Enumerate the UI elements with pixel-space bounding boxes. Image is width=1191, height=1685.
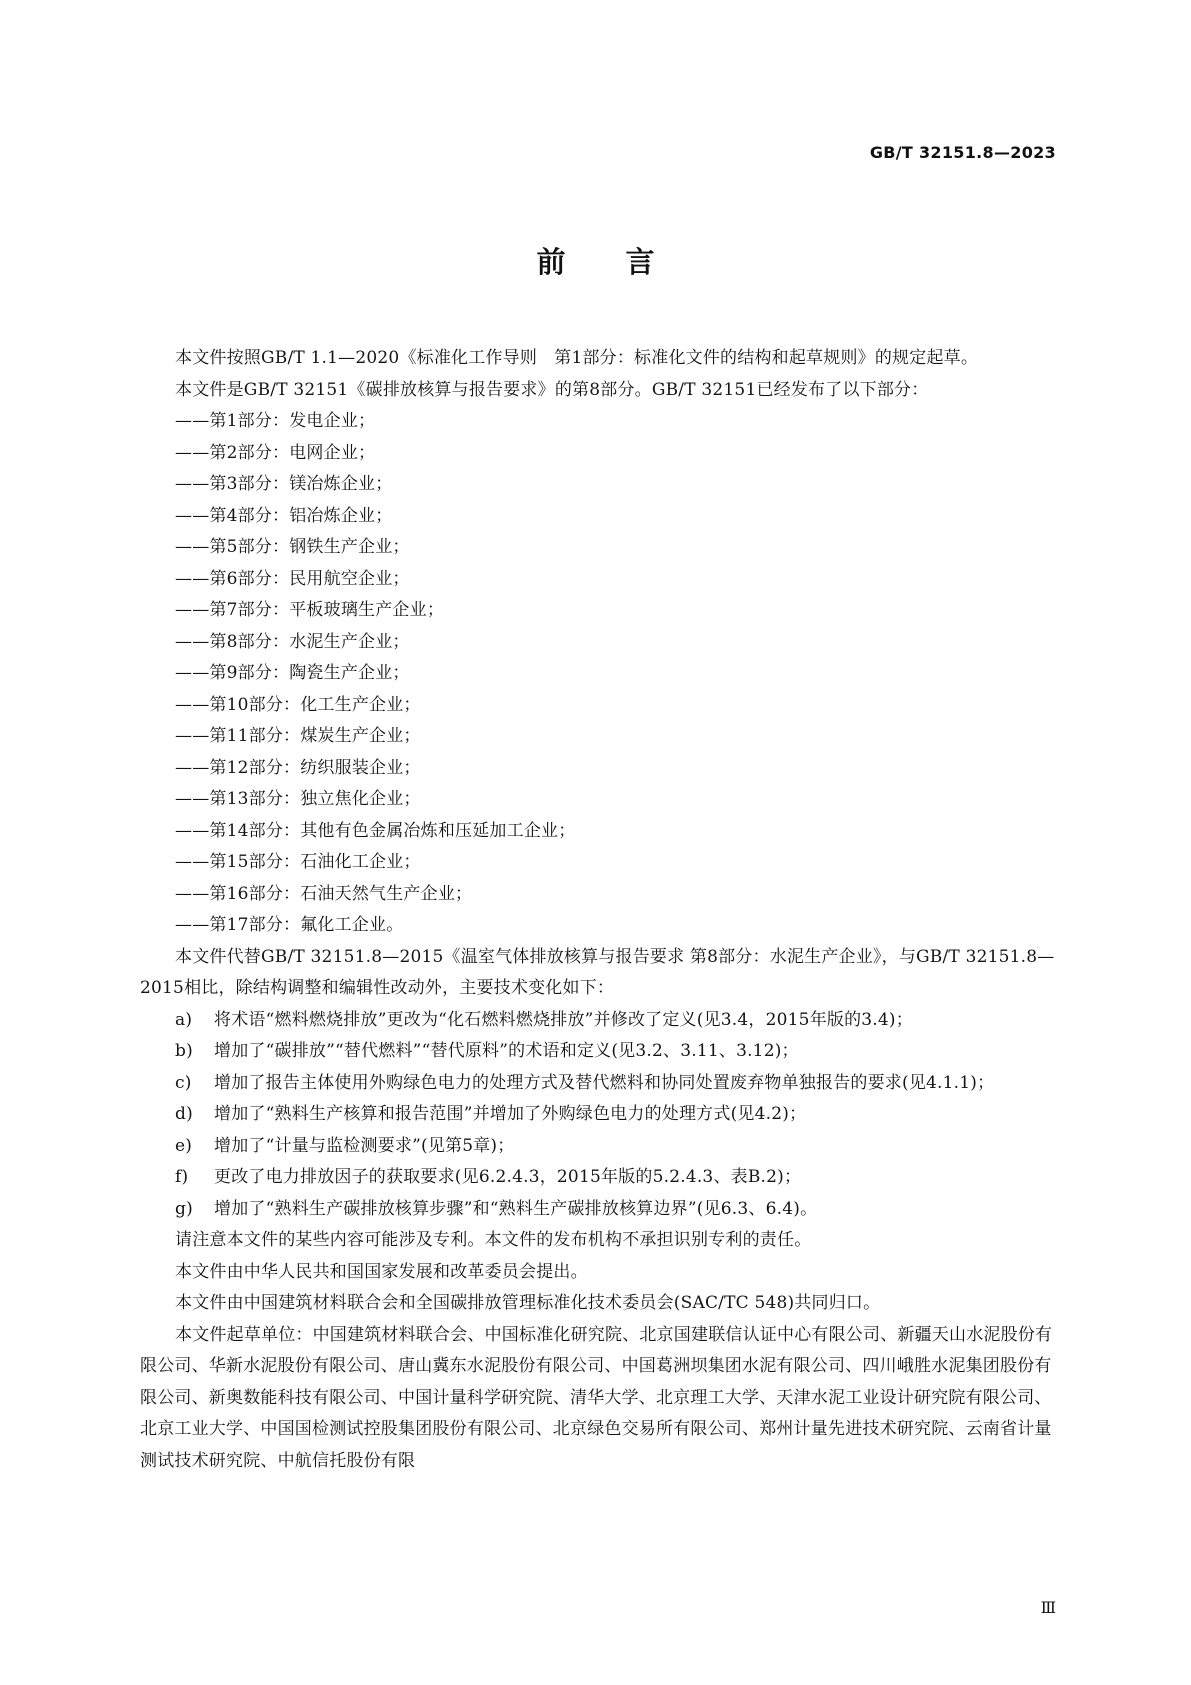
change-label: b): [175, 1041, 193, 1061]
change-item: [140, 1005, 1056, 1037]
list-item: ——第4部分：铝冶炼企业；: [175, 505, 393, 526]
standard-number: GB/T 32151.8—2023: [869, 143, 1056, 162]
change-text: 增加了“熟料生产核算和报告范围”并增加了外购绿色电力的处理方式(见4.2)；: [214, 1104, 807, 1124]
list-item: ——第11部分：煤炭生产企业；: [175, 726, 421, 746]
list-item: ——第16部分：石油天然气生产企业；: [175, 883, 473, 904]
change-text: 增加了报告主体使用外购绿色电力的处理方式及替代燃料和协同处置废弃物单独报告的要求(见4.1.1)；: [214, 1072, 995, 1093]
change-text: 将术语“燃料燃烧排放”更改为“化石燃料燃烧排放”并修改了定义(见3.4，2015年版的3.4)；: [214, 1009, 913, 1030]
paragraph-drafting-rules: 本文件按照GB/T 1.1—2020《标准化工作导则 第1部分：标准化文件的结构和起草规则》的规定起草。: [175, 348, 979, 368]
change-item: [140, 1131, 1056, 1163]
change-text: 增加了“计量与监检测要求”(见第5章)；: [214, 1135, 515, 1156]
change-text: 增加了“熟料生产碳排放核算步骤”和“熟料生产碳排放核算边界”(见6.3、6.4)。: [214, 1198, 818, 1219]
change-item: [140, 1162, 1056, 1194]
list-item: ——第17部分：氟化工企业。: [175, 915, 404, 935]
list-item: ——第6部分：民用航空企业；: [175, 568, 410, 589]
list-item: ——第10部分：化工生产企业；: [175, 694, 421, 715]
change-label: d): [175, 1104, 193, 1124]
change-text: 增加了“碳排放”“替代燃料”“替代原料”的术语和定义(见3.2、3.11、3.12)；: [214, 1041, 799, 1061]
list-item: ——第14部分：其他有色金属冶炼和压延加工企业；: [175, 820, 576, 841]
paragraph-proposed-by: 本文件由中华人民共和国国家发展和改革委员会提出。: [175, 1261, 588, 1282]
list-item: ——第2部分：电网企业；: [175, 442, 376, 463]
change-item: [140, 1099, 1056, 1131]
change-label: e): [175, 1135, 193, 1156]
list-item: ——第13部分：独立焦化企业；: [175, 789, 421, 809]
list-item: ——第7部分：平板玻璃生产企业；: [175, 600, 445, 620]
list-item: ——第3部分：镁冶炼企业；: [175, 474, 393, 494]
paragraph-series-intro: 本文件是GB/T 32151《碳排放核算与报告要求》的第8部分。GB/T 32151已经发布了以下部分：: [175, 379, 929, 400]
foreword-body: [140, 343, 1056, 1477]
list-item: ——第15部分：石油化工企业；: [175, 852, 421, 872]
change-item: [140, 1068, 1056, 1100]
paragraph-replacement: 本文件代替GB/T 32151.8—2015《温室气体排放核算与报告要求 第8部分：水泥生产企业》，与GB/T 32151.8—2015相比，除结构调整和编辑性改动外，主要技术变化如下：: [140, 946, 1055, 998]
paragraph-centralized-by: 本文件由中国建筑材料联合会和全国碳排放管理标准化技术委员会(SAC/TC 548)共同归口。: [175, 1293, 881, 1313]
list-item: ——第5部分：钢铁生产企业；: [175, 537, 410, 557]
list-item: ——第9部分：陶瓷生产企业；: [175, 663, 410, 683]
changes-list: [140, 1005, 1056, 1226]
list-item: ——第8部分：水泥生产企业；: [175, 631, 410, 652]
paragraph-drafting-units: 本文件起草单位：中国建筑材料联合会、中国标准化研究院、北京国建联信认证中心有限公司、新疆天山水泥股份有限公司、华新水泥股份有限公司、唐山冀东水泥股份有限公司、中国葛洲坝集团水泥有限公司、四川峨胜水泥集团股份有限公司、新奥数能科技有限公司、中国计量科学研究院、清华大学、北京理工大学、天津水泥工业设计研究院有限公司、北京工业大学、中国国检测试控股集团股份有限公司、北京绿色交易所有限公司、郑州计量先进技术研究院、云南省计量测试技术研究院、中航信托股份有限: [140, 1324, 1053, 1471]
change-text: 更改了电力排放因子的获取要求(见6.2.4.3，2015年版的5.2.4.3、表B.2)；: [214, 1167, 802, 1187]
title-char-2: 言: [625, 245, 655, 279]
change-item: [140, 1036, 1056, 1068]
list-item: ——第1部分：发电企业；: [175, 411, 376, 431]
change-label: c): [175, 1072, 192, 1093]
paragraph-patent-notice: 请注意本文件的某些内容可能涉及专利。本文件的发布机构不承担识别专利的责任。: [175, 1230, 812, 1250]
change-item: [140, 1194, 1056, 1226]
change-label: a): [175, 1009, 193, 1030]
page-title: [0, 240, 1191, 281]
parts-list: [140, 406, 1056, 942]
page-number: Ⅲ: [1040, 1598, 1056, 1617]
title-char-1: 前: [536, 245, 566, 279]
list-item: ——第12部分：纺织服装企业；: [175, 757, 421, 778]
change-label: f): [175, 1167, 189, 1187]
change-label: g): [175, 1198, 193, 1219]
